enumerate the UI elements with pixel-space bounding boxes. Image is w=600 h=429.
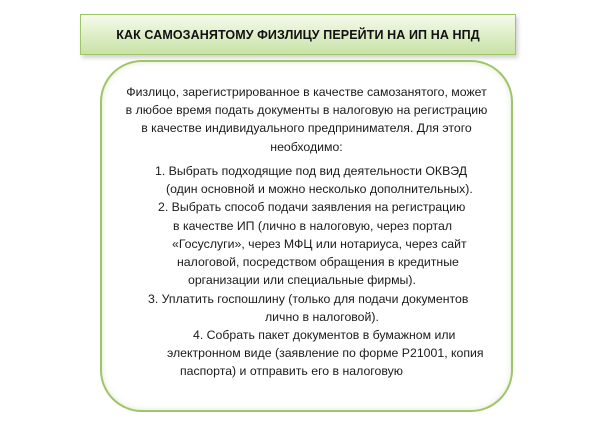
intro-line: в любое время подать документы в налоговую на регистрацию [125,103,488,118]
step-4-line: электронном виде (заявление по форме Р21001, копия [167,346,484,360]
step-1-line: (один основной и можно несколько дополнительных). [166,182,473,196]
intro-line: в качестве индивидуального предпринимателя. Для этого [141,121,472,136]
title-banner [80,14,516,55]
step-2-line: налоговой, посредством обращения в кредитные [177,255,459,269]
step-2-line: в качестве ИП (лично в налоговую, через портал [173,219,453,233]
intro-line: необходимо: [270,139,343,154]
step-2-line: организации или специальные фирмы). [188,273,416,287]
intro-paragraph [102,83,511,156]
step-4-line: 4. Собрать пакет документов в бумажном или [193,328,456,342]
step-1-line: 1. Выбрать подходящие под вид деятельности ОКВЭД [155,164,468,178]
intro-line: Физлицо, зарегистрированное в качестве самозанятого, может [126,85,487,99]
step-3-line: лично в налоговой). [265,310,379,324]
step-2-line: «Госуслуги», через МФЦ или нотариуса, через сайт [172,237,467,251]
step-4-line: паспорта) и отправить его в налоговую [180,364,403,378]
content-card [100,60,513,412]
step-3-line: 3. Уплатить госпошлину (только для подачи документов [148,292,469,306]
step-2-line: 2. Выбрать способ подачи заявления на регистрацию [158,200,466,214]
page-title: КАК САМОЗАНЯТОМУ ФИЗЛИЦУ ПЕРЕЙТИ НА ИП НА НПД [116,27,480,42]
